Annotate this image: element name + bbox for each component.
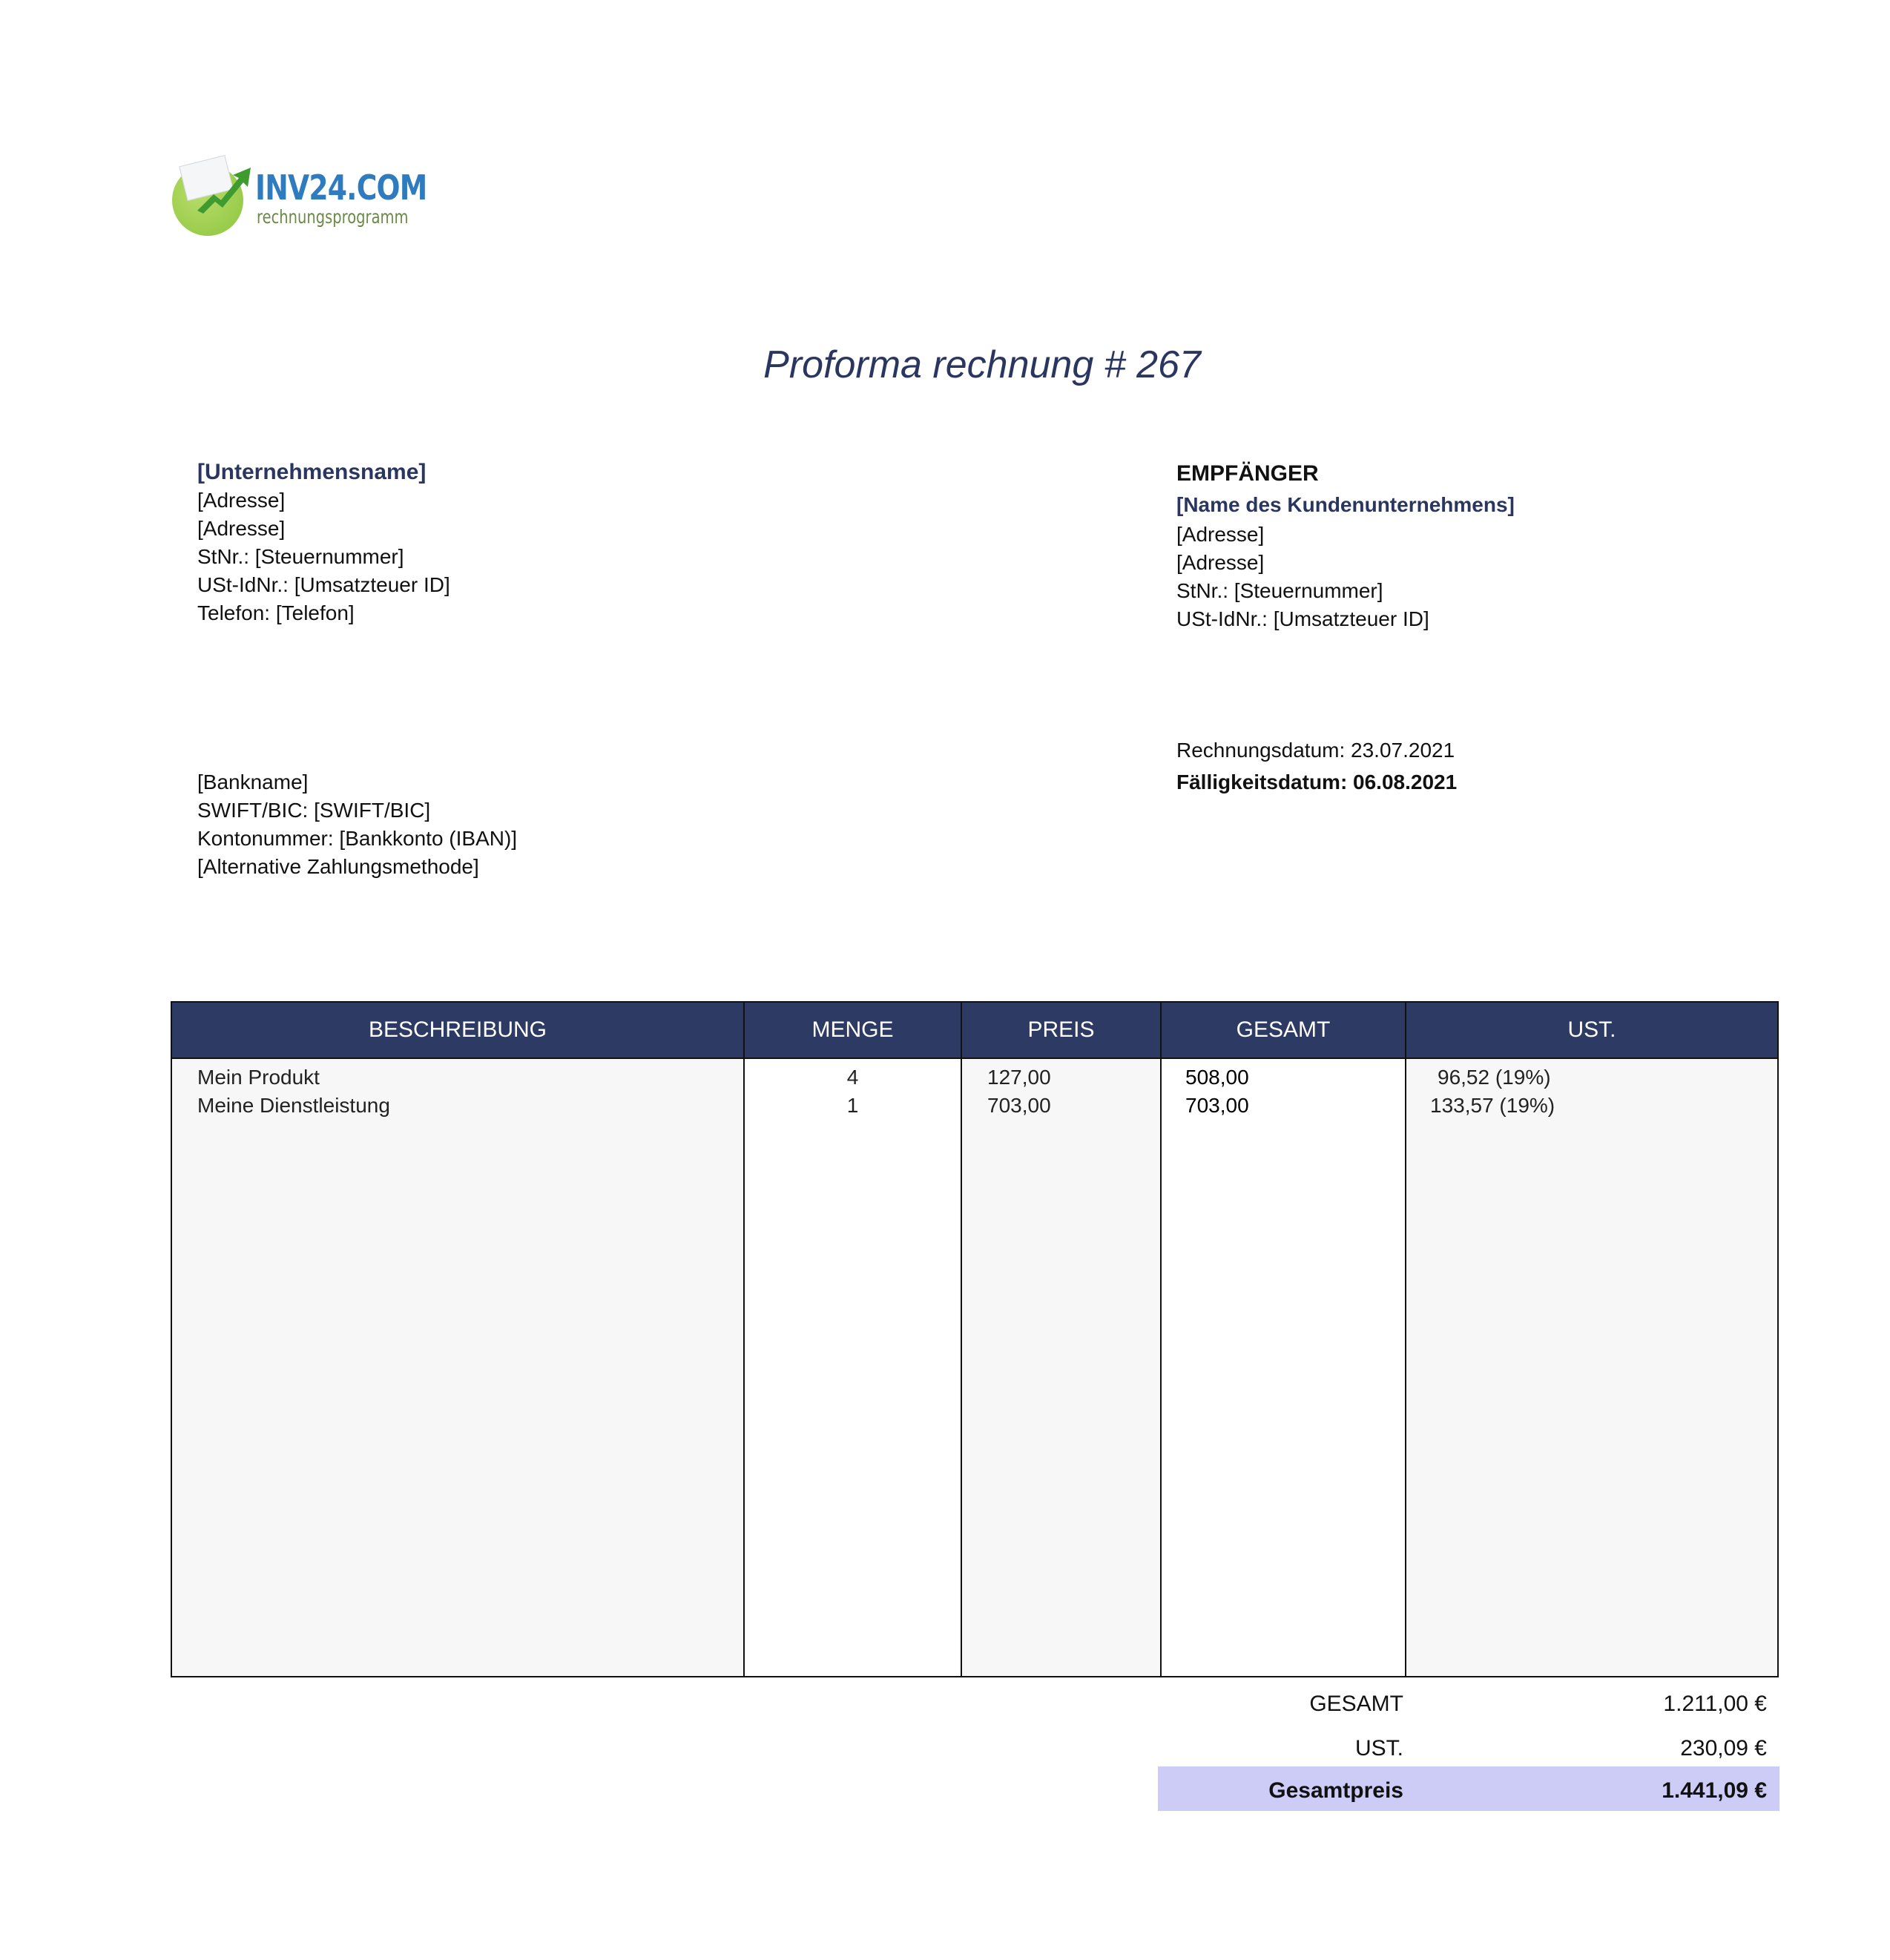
header-total: GESAMT	[1236, 1017, 1331, 1042]
column-description	[172, 1003, 743, 1676]
company-logo	[172, 157, 427, 231]
table-cell-quantity: 4	[846, 1066, 859, 1089]
header-vat: UST.	[1567, 1017, 1616, 1042]
total-cells	[1162, 1059, 1405, 1676]
table-cell-quantity: 1	[846, 1094, 859, 1117]
dates-block	[1176, 733, 1457, 796]
table-cell-description: Meine Dienstleistung	[197, 1094, 390, 1117]
recipient-line: StNr.: [Steuernummer]	[1176, 579, 1383, 602]
recipient-line: USt-IdNr.: [Umsatzteuer ID]	[1176, 607, 1429, 630]
bank-line: Kontonummer: [Bankkonto (IBAN)]	[197, 827, 518, 850]
logo-tagline: rechnungsprogramm	[257, 206, 409, 228]
recipient-line: [Adresse]	[1176, 523, 1265, 546]
grand-total-value: 1.441,09 €	[1662, 1778, 1767, 1803]
sender-line: Telefon: [Telefon]	[197, 601, 355, 624]
header-quantity: MENGE	[811, 1017, 894, 1042]
price-cells	[962, 1059, 1160, 1676]
invoice-date: Rechnungsdatum: 23.07.2021	[1176, 739, 1455, 762]
bank-line: [Bankname]	[197, 771, 309, 793]
description-cells	[172, 1059, 743, 1676]
logo-brand: INV24.COM	[255, 168, 427, 208]
table-cell-vat: 133,57 (19%)	[1430, 1094, 1555, 1117]
line-items-table	[171, 1001, 1779, 1677]
column-total	[1160, 1003, 1405, 1676]
sender-line: [Adresse]	[197, 517, 286, 540]
vat-cells	[1406, 1059, 1777, 1676]
table-cell-total: 703,00	[1185, 1094, 1249, 1117]
recipient-block	[1176, 458, 1515, 633]
table-cell-price: 703,00	[987, 1094, 1051, 1117]
document-title: Proforma rechnung # 267	[763, 343, 1201, 386]
vat-total-label: UST.	[1354, 1736, 1403, 1761]
table-cell-total: 508,00	[1185, 1066, 1249, 1089]
subtotal-value: 1.211,00 €	[1663, 1692, 1767, 1716]
recipient-company: [Name des Kundenunternehmens]	[1176, 493, 1515, 516]
sender-line: [Adresse]	[197, 489, 286, 512]
column-quantity	[743, 1003, 961, 1676]
sender-line: USt-IdNr.: [Umsatzteuer ID]	[197, 573, 450, 596]
bank-line: [Alternative Zahlungsmethode]	[197, 855, 479, 878]
table-cell-price: 127,00	[987, 1066, 1051, 1089]
column-price	[961, 1003, 1160, 1676]
grand-total-label: Gesamtpreis	[1268, 1778, 1403, 1803]
recipient-heading: EMPFÄNGER	[1176, 461, 1319, 486]
header-description: BESCHREIBUNG	[368, 1017, 547, 1042]
header-price: PREIS	[1027, 1017, 1095, 1042]
sender-company: [Unternehmensname]	[197, 460, 427, 484]
due-date: Fälligkeitsdatum: 06.08.2021	[1176, 771, 1458, 793]
sender-block	[197, 458, 450, 627]
growth-arrow-icon	[194, 165, 254, 217]
quantity-cells	[745, 1059, 961, 1676]
subtotal-label: GESAMT	[1309, 1692, 1403, 1716]
bank-line: SWIFT/BIC: [SWIFT/BIC]	[197, 799, 431, 822]
column-vat	[1405, 1003, 1777, 1676]
bank-block	[197, 768, 517, 881]
recipient-line: [Adresse]	[1176, 551, 1265, 574]
table-cell-description: Mein Produkt	[197, 1066, 320, 1089]
sender-line: StNr.: [Steuernummer]	[197, 545, 404, 568]
table-cell-vat: 96,52 (19%)	[1438, 1066, 1551, 1089]
vat-total-value: 230,09 €	[1680, 1736, 1767, 1761]
